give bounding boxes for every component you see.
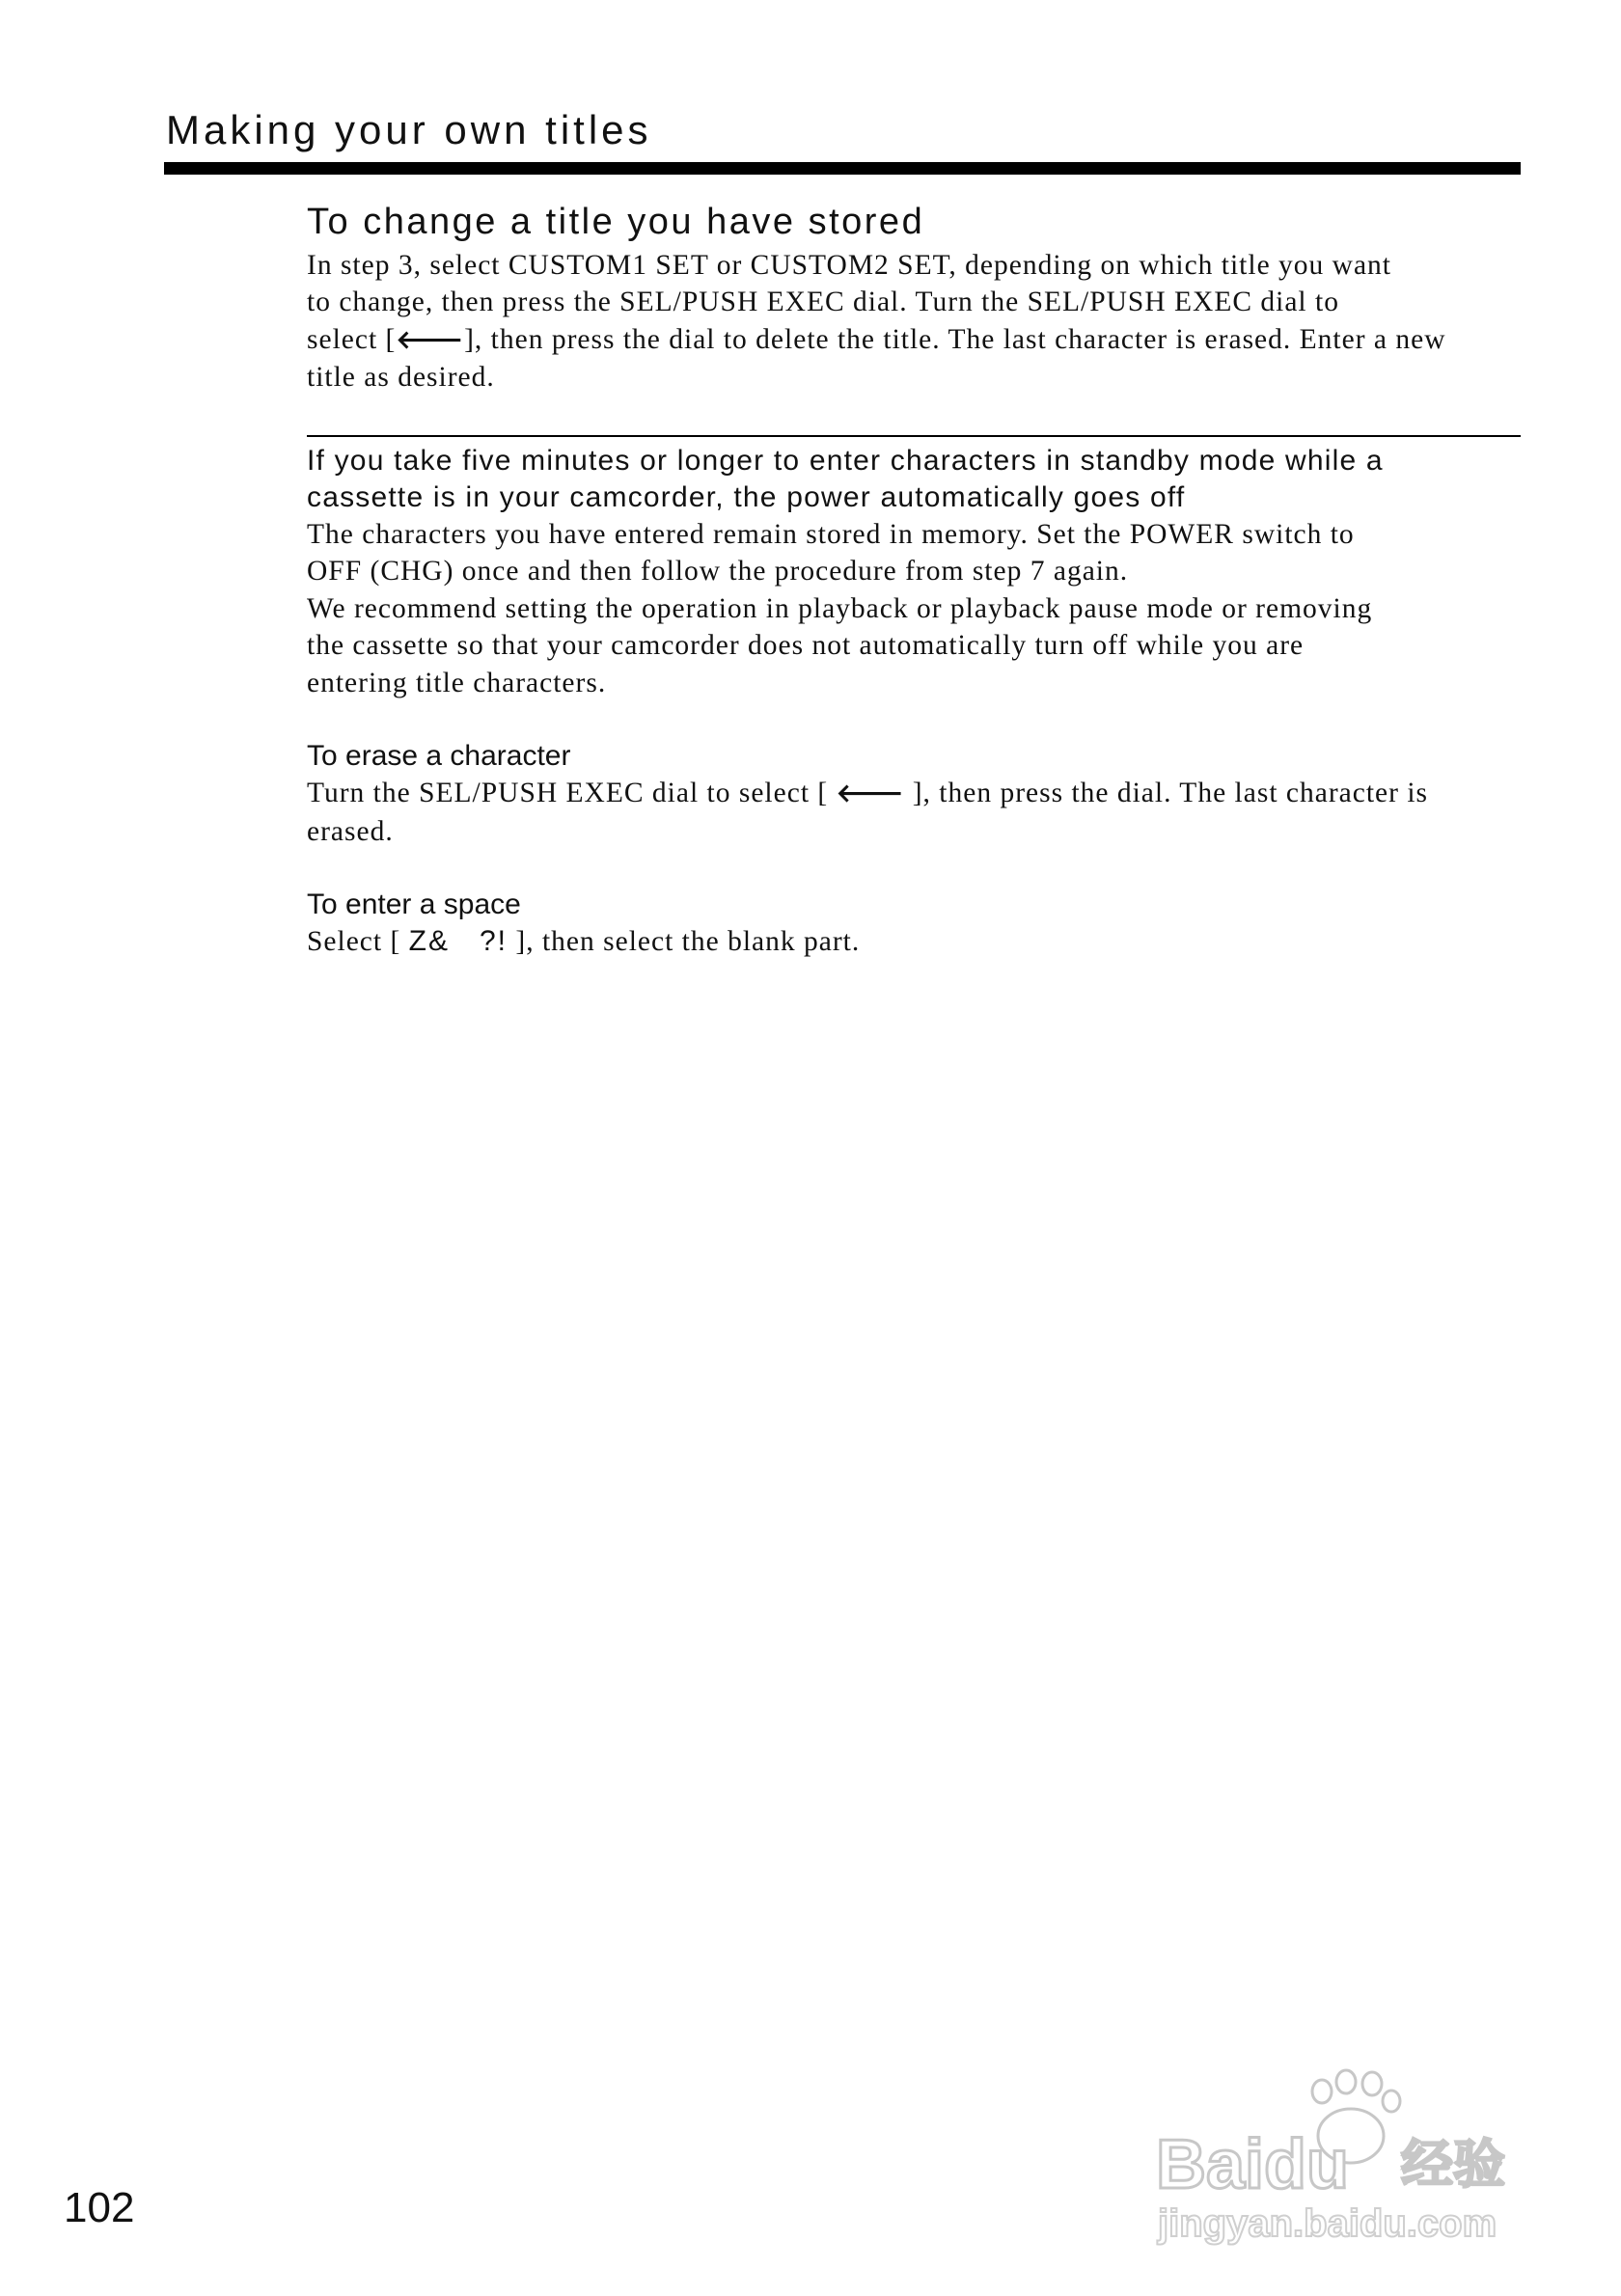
section-heading-change-title: To change a title you have stored: [307, 202, 925, 242]
section-standby: [307, 443, 1521, 702]
spacer: [307, 850, 1521, 887]
paragraph-erase: [307, 775, 1521, 850]
paw-toe: [1312, 2080, 1332, 2103]
watermark-brand: Baidu: [1156, 2126, 1350, 2203]
watermark-brand-cn: 经验: [1401, 2134, 1505, 2195]
text-line: erased.: [307, 815, 394, 847]
heading-line: cassette is in your camcorder, the power automatically goes off: [307, 480, 1186, 513]
section-erase: [307, 738, 1521, 850]
paragraph-standby: [307, 516, 1521, 702]
page-header: [164, 108, 1521, 175]
back-arrow-icon: 🡐: [836, 779, 905, 809]
paw-toe: [1362, 2072, 1382, 2095]
watermark-url: jingyan.baidu.com: [1158, 2202, 1497, 2245]
text-line: title as desired.: [307, 362, 495, 394]
page-title: Making your own titles: [166, 107, 652, 152]
text-line: ], then select the blank part.: [508, 926, 861, 958]
spacer: [307, 701, 1521, 738]
baidu-watermark-logo: [1148, 2064, 1553, 2248]
paragraph-space: [307, 923, 1521, 961]
text-line: the cassette so that your camcorder does not automatically turn off while you are: [307, 630, 1305, 662]
text-line: select [: [307, 323, 397, 355]
symbol-set: Z& ?!: [408, 925, 508, 958]
title-rule: [164, 162, 1521, 175]
text-line: to change, then press the SEL/PUSH EXEC dial. Turn the SEL/PUSH EXEC dial to: [307, 287, 1339, 318]
text-line: Turn the SEL/PUSH EXEC dial to select [: [307, 778, 837, 809]
section-heading-space: To enter a space: [307, 888, 521, 921]
text-line: OFF (CHG) once and then follow the procedure from step 7 again.: [307, 556, 1129, 588]
text-line: We recommend setting the operation in playback or playback pause mode or removing: [307, 592, 1373, 624]
page-number: 102: [64, 2184, 135, 2231]
text-line: entering title characters.: [307, 667, 607, 698]
text-line: Select [: [307, 926, 409, 958]
section-heading-standby: [307, 443, 1521, 516]
text-line: In step 3, select CUSTOM1 SET or CUSTOM2 SET, depending on which title you want: [307, 249, 1392, 281]
section-space: [307, 887, 1521, 961]
heading-line: If you take five minutes or longer to enter characters in standby mode while a: [307, 444, 1384, 477]
section-heading-erase: To erase a character: [307, 740, 571, 773]
text-line: ], then press the dial to delete the title. The last character is erased. Enter a new: [464, 323, 1446, 355]
paw-toe: [1336, 2070, 1356, 2093]
section-divider: [307, 435, 1521, 437]
text-line: ], then press the dial. The last character is: [904, 778, 1429, 809]
page-content: [307, 201, 1521, 961]
back-arrow-icon: 🡐: [396, 325, 465, 355]
paw-toe: [1383, 2091, 1400, 2112]
text-line: The characters you have entered remain stored in memory. Set the POWER switch to: [307, 518, 1355, 550]
section-change-title: [307, 201, 1521, 396]
paragraph-change-title: [307, 247, 1521, 396]
